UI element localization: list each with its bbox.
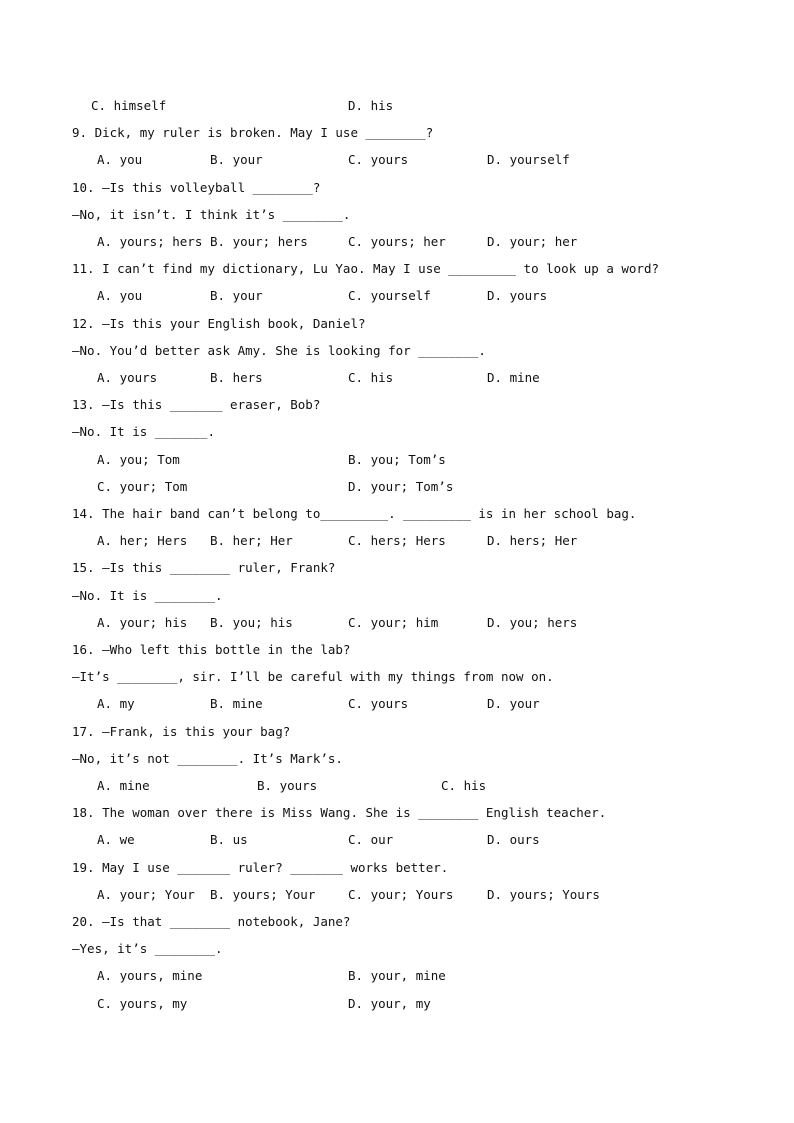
- answer-option: C. hers; Hers: [348, 533, 446, 548]
- options-row: [0, 996, 794, 1012]
- answer-option: A. your; his: [97, 615, 188, 630]
- answer-option: C. yours: [348, 152, 409, 167]
- question-line: —No. It is ________.: [72, 588, 223, 603]
- question-line: —No. It is _______.: [72, 424, 215, 439]
- answer-option: A. yours, mine: [97, 968, 203, 983]
- answer-option: A. you: [97, 152, 143, 167]
- answer-option: A. yours: [97, 370, 158, 385]
- answer-option: A. your; Your: [97, 887, 195, 902]
- answer-option: C. your; Tom: [97, 479, 188, 494]
- question-line: 18. The woman over there is Miss Wang. She is ________ English teacher.: [72, 805, 607, 820]
- options-row: [0, 832, 794, 848]
- answer-option: C. your; Yours: [348, 887, 454, 902]
- question-line: 9. Dick, my ruler is broken. May I use ________?: [72, 125, 434, 140]
- answer-option: D. you; hers: [487, 615, 578, 630]
- answer-option: B. yours: [257, 778, 318, 793]
- answer-option: C. himself: [91, 98, 167, 113]
- answer-option: D. his: [348, 98, 394, 113]
- answer-option: D. your; her: [487, 234, 578, 249]
- answer-option: B. us: [210, 832, 248, 847]
- question-line: 14. The hair band can’t belong to_________. _________ is in her school bag.: [72, 506, 637, 521]
- answer-option: B. your, mine: [348, 968, 446, 983]
- options-row: [0, 696, 794, 712]
- question-line: 10. —Is this volleyball ________?: [72, 180, 321, 195]
- answer-option: C. yourself: [348, 288, 431, 303]
- question-line: —No, it’s not ________. It’s Mark’s.: [72, 751, 343, 766]
- answer-option: D. hers; Her: [487, 533, 578, 548]
- answer-option: B. your: [210, 152, 263, 167]
- answer-option: A. you: [97, 288, 143, 303]
- options-row: [0, 887, 794, 903]
- options-row: [0, 452, 794, 468]
- answer-option: B. yours; Your: [210, 887, 316, 902]
- options-row: [0, 533, 794, 549]
- options-row: [0, 152, 794, 168]
- answer-option: C. his: [348, 370, 394, 385]
- question-line: —Yes, it’s ________.: [72, 941, 223, 956]
- answer-option: C. yours: [348, 696, 409, 711]
- answer-option: A. mine: [97, 778, 150, 793]
- answer-option: D. yours: [487, 288, 548, 303]
- answer-option: C. your; him: [348, 615, 439, 630]
- answer-option: B. her; Her: [210, 533, 293, 548]
- answer-option: D. your; Tom’s: [348, 479, 454, 494]
- question-line: 13. —Is this _______ eraser, Bob?: [72, 397, 321, 412]
- options-row: [0, 615, 794, 631]
- question-line: 19. May I use _______ ruler? _______ works better.: [72, 860, 449, 875]
- answer-option: B. mine: [210, 696, 263, 711]
- answer-option: A. we: [97, 832, 135, 847]
- answer-option: B. your: [210, 288, 263, 303]
- answer-option: D. your: [487, 696, 540, 711]
- options-row: [0, 479, 794, 495]
- answer-option: B. you; Tom’s: [348, 452, 446, 467]
- answer-option: D. ours: [487, 832, 540, 847]
- answer-option: B. you; his: [210, 615, 293, 630]
- answer-option: A. my: [97, 696, 135, 711]
- options-row: [0, 968, 794, 984]
- answer-option: A. her; Hers: [97, 533, 188, 548]
- answer-option: C. yours; her: [348, 234, 446, 249]
- options-row: [0, 98, 794, 114]
- answer-option: B. your; hers: [210, 234, 308, 249]
- question-line: 15. —Is this ________ ruler, Frank?: [72, 560, 336, 575]
- answer-option: C. his: [441, 778, 487, 793]
- answer-option: C. yours, my: [97, 996, 188, 1011]
- answer-option: D. mine: [487, 370, 540, 385]
- question-line: —It’s ________, sir. I’ll be careful with my things from now on.: [72, 669, 554, 684]
- options-row: [0, 370, 794, 386]
- options-row: [0, 778, 794, 794]
- question-line: 17. —Frank, is this your bag?: [72, 724, 291, 739]
- question-line: 16. —Who left this bottle in the lab?: [72, 642, 351, 657]
- answer-option: B. hers: [210, 370, 263, 385]
- question-line: 12. —Is this your English book, Daniel?: [72, 316, 366, 331]
- answer-option: D. yourself: [487, 152, 570, 167]
- options-row: [0, 234, 794, 250]
- question-line: 20. —Is that ________ notebook, Jane?: [72, 914, 351, 929]
- answer-option: A. you; Tom: [97, 452, 180, 467]
- answer-option: D. your, my: [348, 996, 431, 1011]
- question-line: —No. You’d better ask Amy. She is looking for ________.: [72, 343, 486, 358]
- answer-option: C. our: [348, 832, 394, 847]
- answer-option: A. yours; hers: [97, 234, 203, 249]
- answer-option: D. yours; Yours: [487, 887, 600, 902]
- question-line: —No, it isn’t. I think it’s ________.: [72, 207, 351, 222]
- options-row: [0, 288, 794, 304]
- question-line: 11. I can’t find my dictionary, Lu Yao. May I use _________ to look up a word?: [72, 261, 659, 276]
